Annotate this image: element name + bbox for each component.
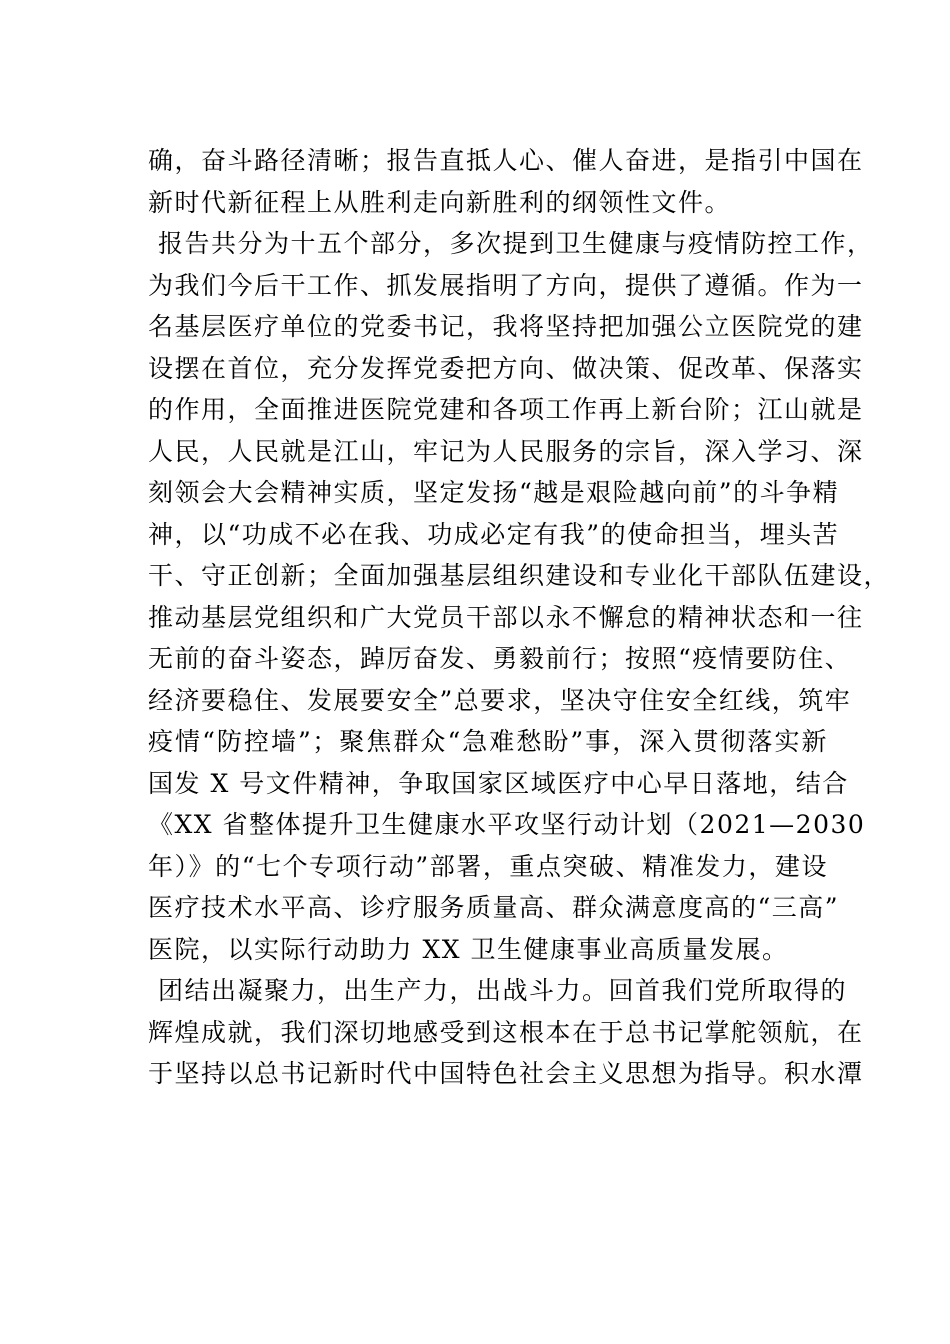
text-line: 医院，以实际行动助力 XX 卫生健康事业高质量发展。 <box>148 934 789 964</box>
text-line: 无前的奋斗姿态，踔厉奋发、勇毅前行；按照“疫情要防住、 <box>148 644 852 673</box>
text-line: 人民，人民就是江山，牢记为人民服务的宗旨，深入学习、深 <box>148 436 864 466</box>
text-line: 疫情“防控墙”；聚焦群众“急难愁盼”事，深入贯彻落实新 <box>148 727 828 756</box>
text-line: 确，奋斗路径清晰；报告直抵人心、催人奋进，是指引中国在 <box>148 146 864 175</box>
text-line: 经济要稳住、发展要安全”总要求，坚决守住安全红线，筑牢 <box>148 685 852 715</box>
text-line: 医疗技术水平高、诊疗服务质量高、群众满意度高的“三高” <box>148 893 840 922</box>
text-line: 国发 X 号文件精神，争取国家区域医疗中心早日落地，结合 <box>148 768 849 798</box>
text-line: 年）》的“七个专项行动”部署，重点突破、精准发力，建设 <box>148 851 828 881</box>
text-line: 新时代新征程上从胜利走向新胜利的纲领性文件。 <box>148 187 732 217</box>
text-line: 的作用，全面推进医院党建和各项工作再上新台阶；江山就是 <box>148 395 864 424</box>
text-line: 名基层医疗单位的党委书记，我将坚持把加强公立医院党的建 <box>148 312 864 341</box>
text-line: 刻领会大会精神实质，坚定发扬“越是艰险越向前”的斗争精 <box>148 478 840 507</box>
text-line: 设摆在首位，充分发挥党委把方向、做决策、促改革、保落实 <box>148 353 864 383</box>
text-line: 于坚持以总书记新时代中国特色社会主义思想为指导。积水潭 <box>148 1059 864 1088</box>
text-line: 干、守正创新；全面加强基层组织建设和专业化干部队伍建设， <box>148 561 891 590</box>
text-line: 团结出凝聚力，出生产力，出战斗力。回首我们党所取得的 <box>158 976 848 1005</box>
text-line: 辉煌成就，我们深切地感受到这根本在于总书记掌舵领航，在 <box>148 1017 864 1047</box>
text-line: 神，以“功成不必在我、功成必定有我”的使命担当，埋头苦 <box>148 519 840 549</box>
text-line: 为我们今后干工作、抓发展指明了方向，提供了遵循。作为一 <box>148 270 864 300</box>
text-line: 报告共分为十五个部分，多次提到卫生健康与疫情防控工作， <box>158 229 874 258</box>
body-text <box>148 140 891 1095</box>
text-line: 《XX 省整体提升卫生健康水平攻坚行动计划（2021—2030 <box>148 810 866 839</box>
text-line: 推动基层党组织和广大党员干部以永不懈怠的精神状态和一往 <box>148 602 864 632</box>
